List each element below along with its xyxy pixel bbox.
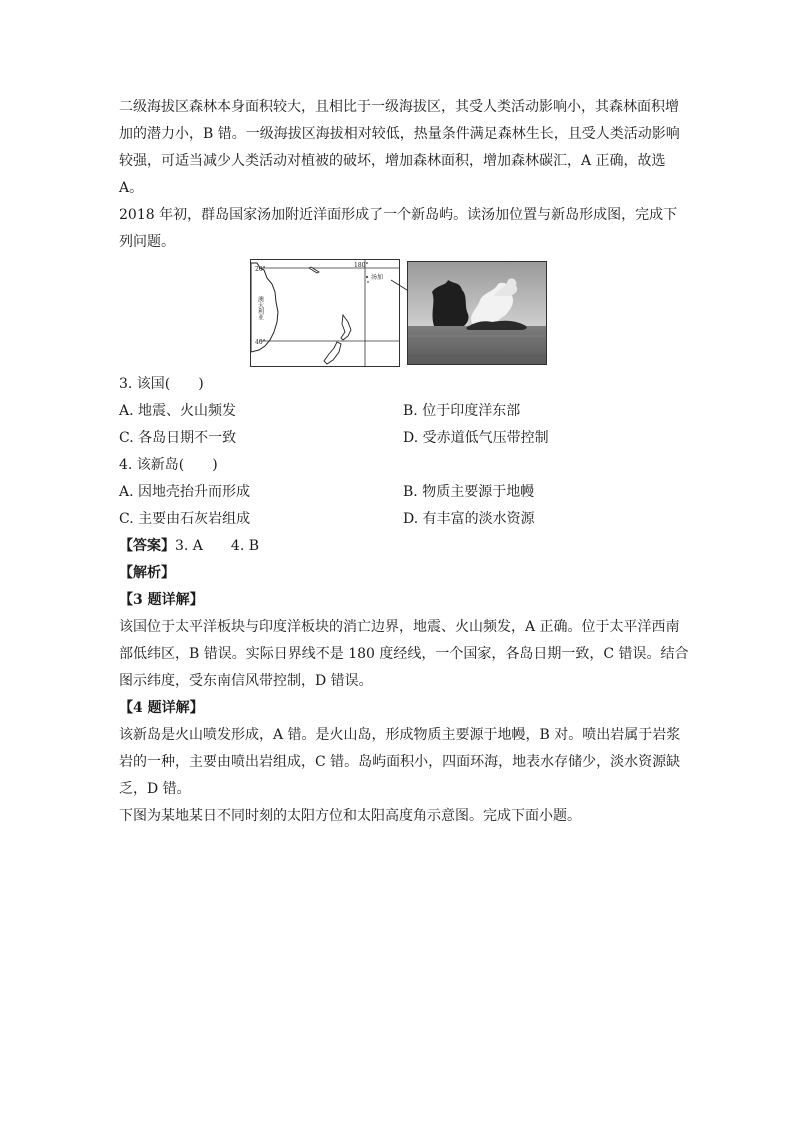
tonga-label: 汤加 [371,274,384,281]
options-4 [119,479,679,533]
option-c: C. 各岛日期不一致 [119,430,237,446]
text-line: 乏，D 错。 [119,781,191,797]
text-line: 该国位于太平洋板块与印度洋板块的消亡边界，地震、火山频发，A 正确。位于太平洋西南 [119,619,680,635]
option-b: B. 物质主要源于地幔 [403,484,535,500]
question-stem-3: 3. 该国( ) [119,376,204,392]
text-line: 2018 年初，群岛国家汤加附近洋面形成了一个新岛屿。读汤加位置与新岛形成图，完成下 [119,207,678,223]
option-c: C. 主要由石灰岩组成 [119,511,251,527]
option-b: B. 位于印度洋东部 [403,403,521,419]
text-line: 较强，可适当减少人类活动对植被的破坏，增加森林面积，增加森林碳汇，A 正确，故选 [119,153,666,169]
question-stem [119,202,679,256]
answer-value: 3. A 4. B [175,538,260,554]
text-line: 列问题。 [119,234,175,250]
option-a: A. 因地壳抬升而形成 [119,484,251,500]
option-d: D. 有丰富的淡水资源 [403,511,535,527]
text-line: 岩的一种，主要由喷出岩组成，C 错。岛屿面积小，四面环海，地表水存储少，淡水资源缺 [119,754,681,770]
tonga-figure [250,259,679,371]
option-a: A. 地震、火山频发 [119,403,237,419]
lat20-label: 20° [255,266,266,273]
q4-detail [119,695,679,803]
q4-detail-label: 【4 题详解】 [119,700,204,716]
options-3 [119,398,679,452]
analysis-label: 【解析】 [119,565,175,581]
question-3 [119,371,679,452]
text-line: 加的潜力小，B 错。一级海拔区海拔相对较低，热量条件满足森林生长，且受人类活动影响 [119,126,680,142]
text-line: 该新岛是火山喷发形成，A 错。是火山岛，形成物质主要源于地幔，B 对。喷出岩属于岩浆 [119,727,681,743]
lon180-label: 180° [354,262,369,269]
q3-detail-label: 【3 题详解】 [119,592,204,608]
intro-paragraph [119,94,679,202]
text-line: 图示纬度，受东南信风带控制，D 错误。 [119,673,373,689]
next-question-stem: 下图为某地某日不同时刻的太阳方位和太阳高度角示意图。完成下面小题。 [119,808,581,824]
question-stem-4: 4. 该新岛( ) [119,457,218,473]
question-4 [119,452,679,533]
lat40-label: 40° [255,339,266,346]
volcanic-island-photo [407,261,547,365]
text-line: 二级海拔区森林本身面积较大，且相比于一级海拔区，其受人类活动影响小，其森林面积增 [119,99,679,115]
document-page [119,94,689,830]
option-d: D. 受赤道低气压带控制 [403,430,549,446]
text-line: 部低纬区，B 错误。实际日界线不是 180 度经线，一个国家，各岛日期一致，C 错误。结合 [119,646,689,662]
answer-label: 【答案】 [119,538,175,554]
q3-detail [119,587,689,695]
australia-label: 澳大利亚 [256,296,264,320]
answer-line [119,533,679,560]
text-line: A。 [119,180,144,196]
